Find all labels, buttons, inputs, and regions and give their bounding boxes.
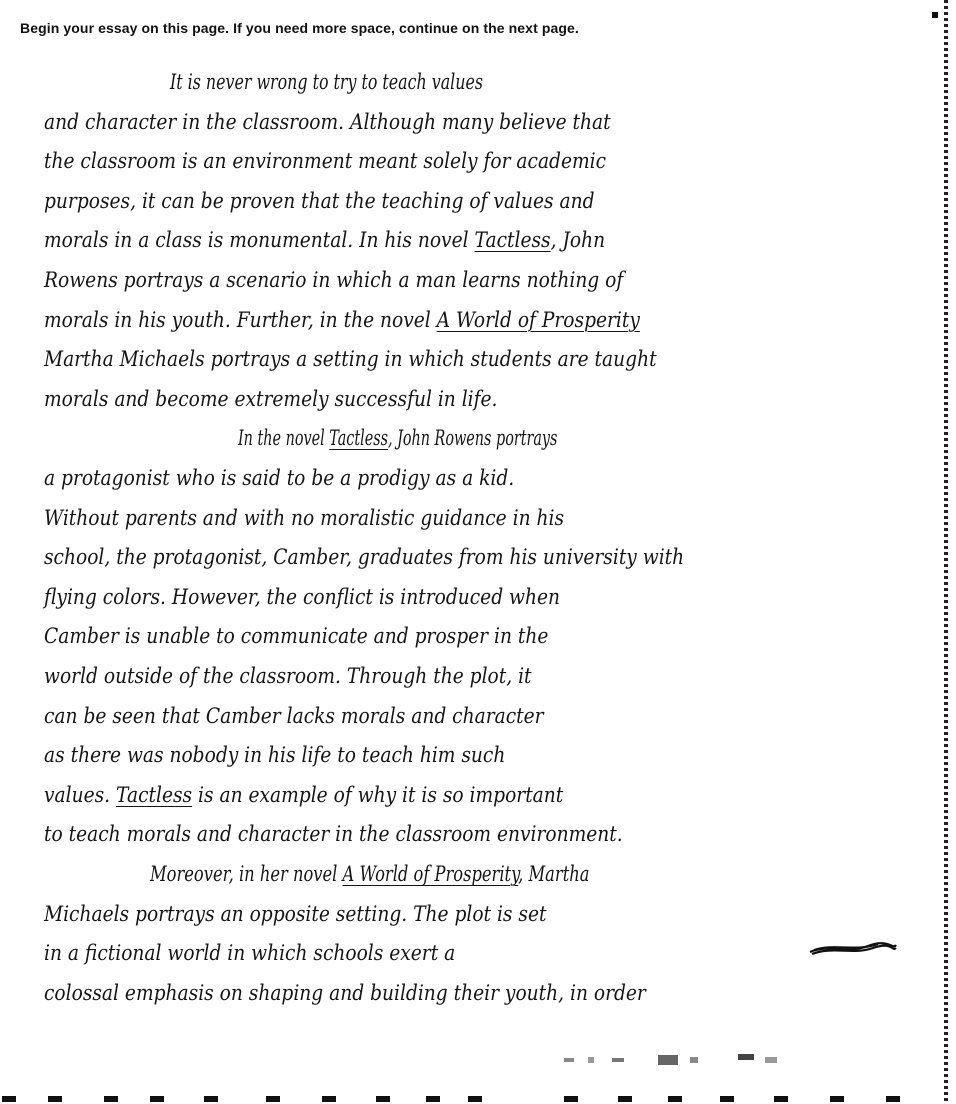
essay-line-text: morals in a class is monumental. In his novel [44,228,475,253]
essay-line [44,505,892,530]
timing-mark [2,1096,16,1102]
timing-mark [376,1096,390,1102]
underlined-title: A World of Prosperity [342,862,519,886]
essay-line-text: , John Rowens portrays [387,426,558,451]
essay-line-text: a protagonist who is said to be a prodigy as a kid. [44,466,515,490]
timing-mark [618,1096,632,1102]
underlined-title: Tactless [474,228,551,253]
essay-line [44,745,892,766]
timing-mark [564,1096,578,1102]
timing-mark [468,1096,482,1102]
essay-line-text: Rowens portrays a scenario in which a man learns nothing of [44,268,624,292]
essay-line-text: morals and become extremely successful in life. [44,386,498,411]
essay-line [44,901,892,926]
essay-line-text: and character in the classroom. Although many believe that [44,109,611,134]
essay-line-text: school, the protagonist, Camber, graduates from his university with [44,545,685,570]
essay-line [44,188,892,213]
timing-mark [104,1096,118,1102]
essay-line-text: , John [550,228,606,253]
essay-line [44,151,892,172]
page-edge-border [944,0,948,1104]
underlined-title: Tactless [116,782,193,807]
scanner-timing-marks [0,1092,956,1104]
essay-line [44,307,892,332]
essay-line-text: It is never wrong to try to teach values [170,70,483,94]
timing-mark [830,1096,844,1102]
timing-mark [48,1096,62,1102]
essay-line-text: the classroom is an environment meant solely for academic [44,149,607,174]
essay-line-text: flying colors. However, the conflict is introduced when [44,584,561,609]
essay-line [44,349,892,370]
essay-line-text: world outside of the classroom. Through the plot, it [44,664,532,688]
timing-mark [266,1096,280,1102]
registration-mark [932,12,938,18]
essay-line-text: as there was nobody in his life to teach him such [44,743,506,768]
essay-line [150,864,892,885]
essay-line [44,626,892,647]
essay-line-text: Michaels portrays an opposite setting. The plot is set [44,901,547,926]
essay-line [44,386,892,411]
essay-line-text: can be seen that Camber lacks morals and character [44,703,544,728]
underlined-title: Tactless [329,426,388,451]
timing-mark [774,1096,788,1102]
essay-line-text: , Martha [518,862,590,886]
essay-line-text: Martha Michaels portrays a setting in which students are taught [44,347,657,372]
essay-line [44,230,892,251]
essay-line-text: values. [44,782,117,807]
essay-line-text: is an example of why it is so important [192,782,564,807]
timing-mark [668,1096,682,1102]
essay-line [44,547,892,568]
essay-line-text: Moreover, in her novel [150,862,343,886]
essay-line [44,782,892,807]
essay-line-text: Camber is unable to communicate and prosper in the [44,624,549,649]
timing-mark [720,1096,734,1102]
timing-mark [322,1096,336,1102]
essay-line [44,980,892,1005]
timing-mark [150,1096,164,1102]
essay-line-text: colossal emphasis on shaping and building their youth, in order [44,980,646,1005]
underlined-title: A World of Prosperity [436,307,640,332]
essay-line [44,666,892,687]
essay-line [44,824,892,845]
timing-mark [426,1096,440,1102]
essay-line-text: to teach morals and character in the classroom environment. [44,822,623,847]
essay-line-text: Without parents and with no moralistic guidance in his [44,505,565,530]
timing-mark [886,1096,900,1102]
essay-line [44,270,892,291]
scan-artifacts [560,1052,800,1068]
essay-line-text: purposes, it can be proven that the teaching of values and [44,188,595,213]
essay-line [44,943,892,964]
essay-line [44,468,892,489]
essay-instruction: Begin your essay on this page. If you need more space, continue on the next page. [20,20,579,36]
essay-line [238,428,892,449]
essay-line-text: In the novel [238,426,330,451]
timing-mark [204,1096,218,1102]
essay-line [44,584,892,609]
essay-line [170,72,892,93]
crossed-out-word [808,942,898,956]
essay-line-text: morals in his youth. Further, in the novel [44,307,437,332]
essay-line [44,109,892,134]
essay-line-text: in a fictional world in which schools exert a [44,941,456,966]
essay-line [44,703,892,728]
